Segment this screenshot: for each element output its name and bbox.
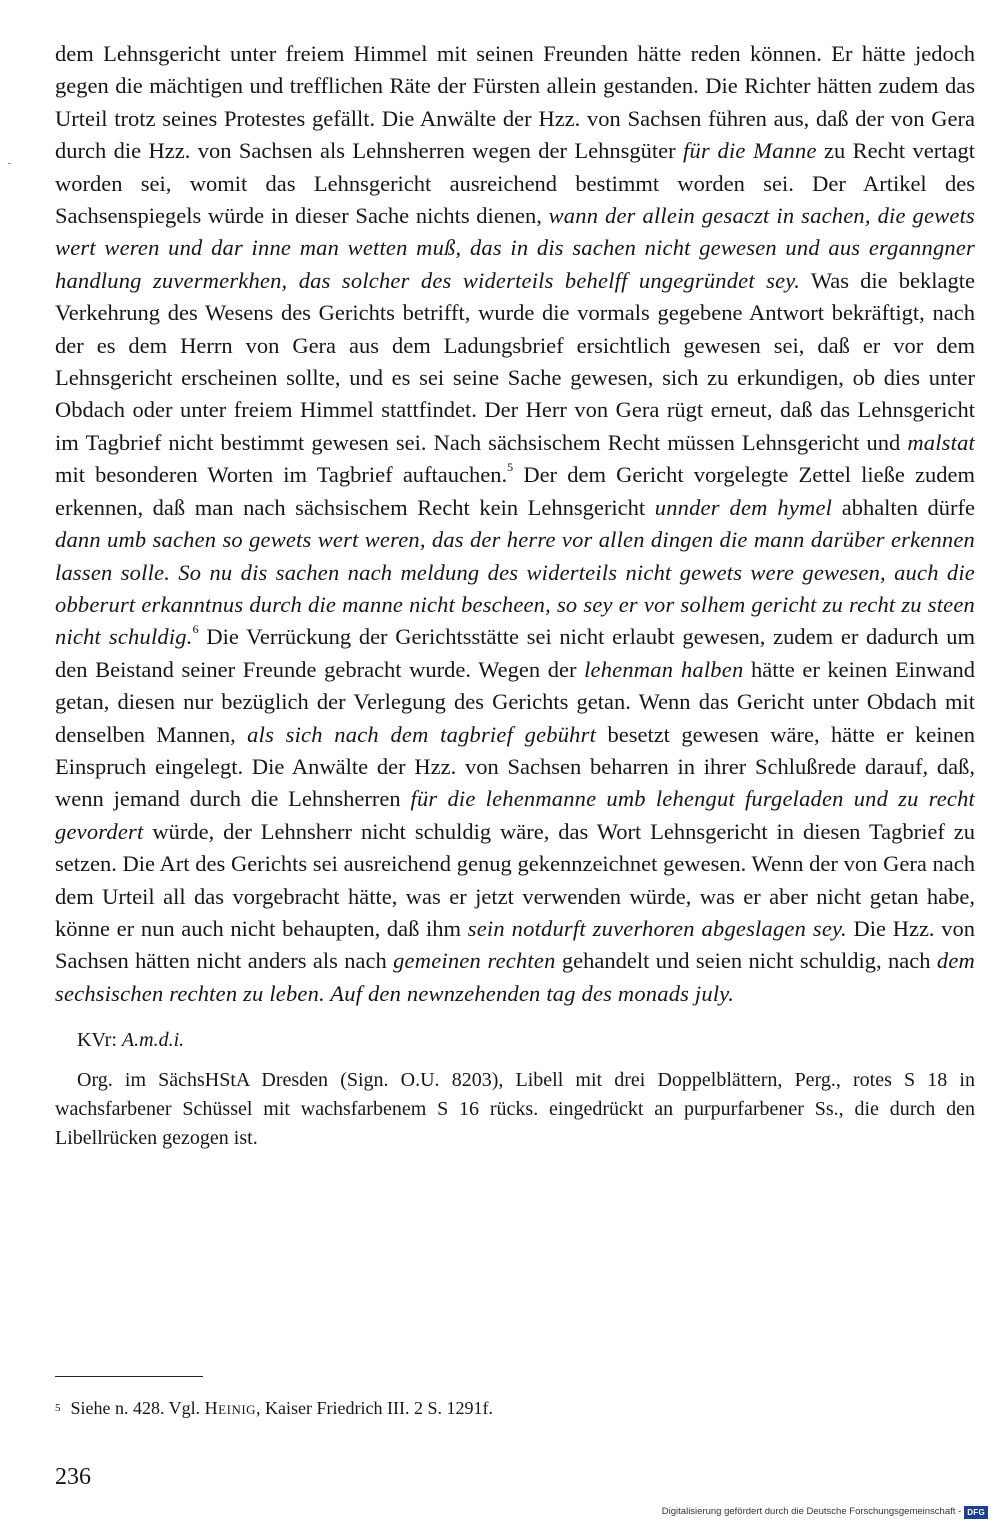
text-run: mit besonderen Worten im Tagbrief auftauchen.	[55, 462, 508, 488]
footnote-reference: 5	[507, 460, 514, 475]
dfg-logo: DFG	[964, 1506, 988, 1519]
footnote-reference: 6	[192, 622, 199, 637]
page-number: 236	[55, 1464, 91, 1490]
footnote	[55, 1396, 493, 1420]
italic-quote: gemeinen rechten	[393, 948, 556, 974]
italic-quote: dem sechsischen rechten zu leben. Auf den newnzehenden tag des monads july.	[55, 948, 975, 1006]
italic-quote: sein notdurft zuverhoren abgeslagen sey.	[467, 915, 847, 941]
text-run: dem Lehnsgericht unter freiem Himmel mit seinen Freunden hätte reden können. Er hätte jedoch gegen die mächtigen und trefflichen Räte der Fürsten allein gestanden. Die Richter hätten zudem das Urteil trotz seines Protestes gefällt. Die Anwälte der Hzz. von Sachsen führen aus, daß der von Gera durch die Hzz. von Sachsen als Lehnsherren wegen der Lehnsgüter	[55, 41, 975, 164]
kvr-value: A.m.d.i.	[121, 1029, 185, 1052]
text-run: gehandelt und seien nicht schuldig, nach	[555, 948, 937, 974]
footnote-marker: 5	[55, 1402, 61, 1414]
italic-quote: malstat	[907, 429, 975, 455]
kvr-line	[77, 1026, 975, 1054]
text-run: Die Verrückung der Gerichtsstätte sei nicht erlaubt gewesen, zudem er dadurch um den Beistand seiner Freunde gebracht wurde. Wegen der	[55, 624, 975, 682]
italic-quote: unnder dem hymel	[654, 494, 833, 520]
page-content	[55, 38, 975, 1153]
kvr-label: KVr:	[77, 1029, 117, 1052]
original-document-note: Org. im SächsHStA Dresden (Sign. O.U. 8203), Libell mit drei Doppelblättern, Perg., rotes S 18 in wachsfarbener Schüssel mit wachsfarbenem S 16 rücks. eingedrückt an purpurfarbener Ss., die durch den Libellrücken gezogen ist.	[55, 1069, 975, 1150]
italic-quote: für die Manne	[683, 138, 817, 164]
text-run: Der dem Gericht vorgelegte Zettel ließe zudem erkennen, daß man nach sächsischem Recht kein Lehnsgericht	[55, 462, 976, 520]
text-run: zu Recht vertagt worden sei, womit das Lehnsgericht ausreichend bestimmt worden sei. Der Artikel des Sachsenspiegels würde in dieser Sache nichts dienen,	[55, 138, 976, 229]
scan-artifact	[8, 163, 11, 164]
text-run: besetzt gewesen wäre, hätte er keinen Einspruch eingelegt. Die Anwälte der Hzz. von Sachsen beharren in ihrer Schlußrede darauf, daß, wenn jemand durch die Lehnsherren	[55, 721, 976, 812]
credit-text: Digitalisierung gefördert durch die Deutsche Forschungsgemeinschaft -	[661, 1506, 962, 1517]
text-run: abhalten dürfe	[832, 494, 975, 520]
text-run: würde, der Lehnsherr nicht schuldig wäre, das Wort Lehnsgericht in diesen Tagbrief zu setzen. Die Art des Gerichts sei ausreichend genug gekennzeichnet gewesen. Wenn der von Gera nach dem Urteil all das vorgebracht hätte, was er jetzt verwenden würde, was er aber nicht getan habe, könne er nun auch nicht behaupten, daß ihm	[55, 818, 975, 941]
italic-quote: lehenman halben	[584, 656, 744, 682]
italic-quote: für die lehenmanne umb lehengut furgeladen und zu recht gevordert	[55, 786, 976, 844]
main-text	[55, 38, 975, 1010]
footnote-text-after: , Kaiser Friedrich III. 2 S. 1291f.	[256, 1398, 493, 1418]
italic-quote: dann umb sachen so gewets wert weren, das der herre vor allen dingen die mann darüber erkennen lassen solle. So nu dis sachen nach meldung des widerteils nicht gewets were gewesen, auch die obberurt erkanntnus durch die manne nicht bescheen, so sey er vor solhem gericht zu recht zu steen nicht schuldig.	[55, 527, 975, 650]
footnote-divider	[55, 1376, 203, 1377]
main-paragraph	[55, 38, 975, 1010]
footnote-text-before: Siehe n. 428. Vgl.	[70, 1398, 205, 1418]
text-run: Die Hzz. von Sachsen hätten nicht anders als nach	[55, 915, 975, 974]
digitization-credit	[662, 1505, 988, 1519]
italic-quote: als sich nach dem tagbrief gebührt	[247, 721, 597, 747]
footnote-author: Heinig	[204, 1398, 257, 1418]
text-run: hätte er keinen Einwand getan, diesen nur bezüglich der Verlegung des Gerichts getan. Wenn das Gericht unter Obdach mit denselben Mannen,	[55, 656, 975, 747]
italic-quote: wann der allein gesaczt in sachen, die gewets wert weren und dar inne man wetten muß, das in dis sachen nicht gewesen und aus erganngner handlung zuvermerkhen, das solcher des widerteils behelff ungegründet sey.	[55, 203, 975, 293]
text-run: Was die beklagte Verkehrung des Wesens des Gerichts betrifft, wurde die vormals gegebene Antwort bekräftigt, nach der es dem Herrn von Gera aus dem Ladungsbrief ersichtlich gewesen sei, daß er vor dem Lehnsgericht erscheinen sollte, und es sei seine Sache gewesen, sich zu erkundigen, ob dies unter Obdach oder unter freiem Himmel stattfindet. Der Herr von Gera rügt erneut, daß das Lehnsgericht im Tagbrief nicht bestimmt gewesen sei. Nach sächsischem Recht müssen Lehnsgericht und	[55, 267, 975, 455]
